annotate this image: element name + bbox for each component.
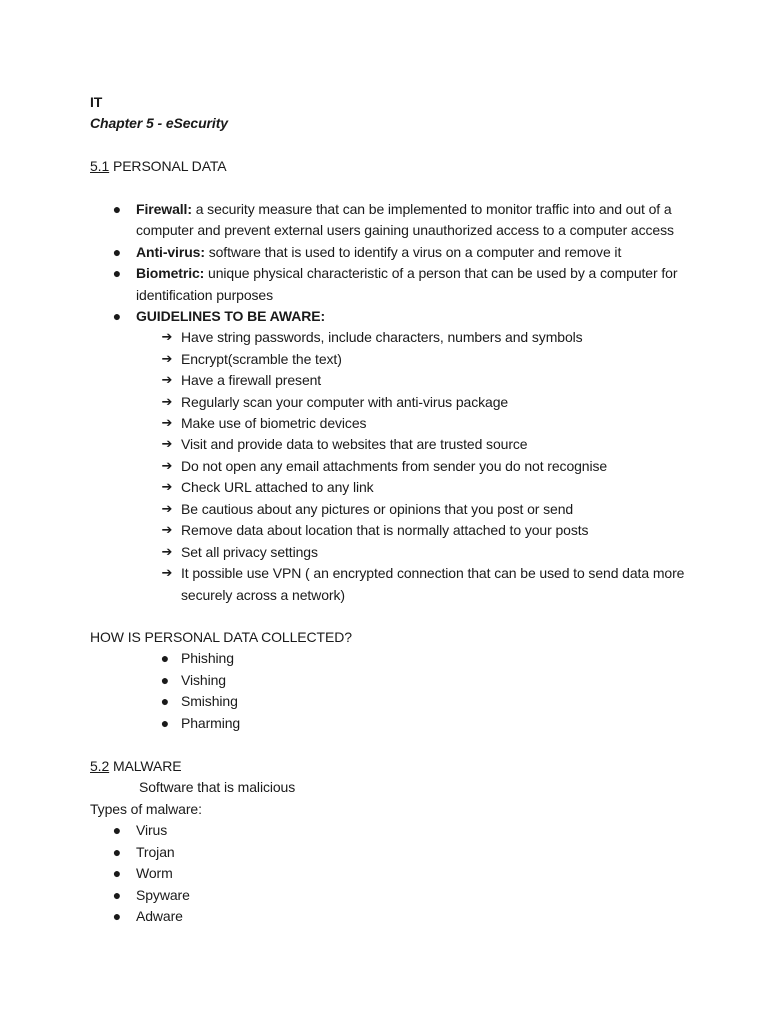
- arrow-icon: ➔: [161, 373, 173, 388]
- section-number: 5.2: [90, 758, 110, 774]
- guideline-item: It possible use VPN ( an encrypted connection that can be used to send data more: [181, 565, 685, 581]
- malware-description: Software that is malicious: [139, 779, 296, 795]
- collection-method: Vishing: [181, 672, 226, 688]
- definition-text-cont: identification purposes: [136, 287, 274, 303]
- arrow-icon: ➔: [161, 545, 173, 560]
- arrow-icon: ➔: [161, 395, 173, 410]
- malware-types-heading: Types of malware:: [90, 801, 202, 817]
- malware-type: Adware: [136, 908, 183, 924]
- guideline-item: Make use of biometric devices: [181, 415, 367, 431]
- definition-text: unique physical characteristic of a person that can be used by a computer for: [204, 265, 678, 281]
- chapter-title: Chapter 5 - eSecurity: [90, 115, 228, 131]
- definition-text-cont: computer and prevent external users gaining unauthorized access to a computer access: [136, 222, 674, 238]
- arrow-icon: ➔: [161, 502, 173, 517]
- malware-type: Spyware: [136, 887, 190, 903]
- definition-text: software that is used to identify a virus on a computer and remove it: [204, 244, 622, 260]
- arrow-icon: ➔: [161, 566, 173, 581]
- collection-method: Pharming: [181, 715, 241, 731]
- arrow-icon: ➔: [161, 480, 173, 495]
- guidelines-heading: GUIDELINES TO BE AWARE:: [136, 308, 326, 324]
- definition-term: Biometric:: [136, 265, 205, 281]
- guideline-item: Remove data about location that is normally attached to your posts: [181, 522, 589, 538]
- guideline-item: Do not open any email attachments from sender you do not recognise: [181, 458, 608, 474]
- arrow-icon: ➔: [161, 416, 173, 431]
- collected-heading: HOW IS PERSONAL DATA COLLECTED?: [90, 629, 352, 645]
- section-number: 5.1: [90, 158, 110, 174]
- guideline-item: Set all privacy settings: [181, 544, 318, 560]
- guideline-item-cont: securely across a network): [181, 587, 345, 603]
- definition-biometric: [136, 263, 677, 284]
- bullet-icon: ●: [112, 844, 122, 860]
- bullet-icon: ●: [112, 865, 122, 881]
- section-heading-5-2: [90, 756, 182, 777]
- malware-type: Worm: [136, 865, 173, 881]
- section-title: MALWARE: [109, 758, 182, 774]
- guideline-item: Visit and provide data to websites that are trusted source: [181, 436, 528, 452]
- bullet-icon: ●: [112, 244, 122, 260]
- arrow-icon: ➔: [161, 459, 173, 474]
- bullet-icon: ●: [160, 715, 170, 731]
- guideline-item: Encrypt(scramble the text): [181, 351, 342, 367]
- definition-firewall: [136, 199, 672, 220]
- guideline-item: Have string passwords, include characters, numbers and symbols: [181, 329, 583, 345]
- bullet-icon: ●: [112, 908, 122, 924]
- guideline-item: Have a firewall present: [181, 372, 322, 388]
- doc-subject: IT: [90, 94, 103, 110]
- arrow-icon: ➔: [161, 523, 173, 538]
- arrow-icon: ➔: [161, 352, 173, 367]
- bullet-icon: ●: [112, 265, 122, 281]
- arrow-icon: ➔: [161, 330, 173, 345]
- guideline-item: Check URL attached to any link: [181, 479, 374, 495]
- bullet-icon: ●: [112, 201, 122, 217]
- definition-antivirus: [136, 242, 621, 263]
- malware-type: Virus: [136, 822, 168, 838]
- section-title: PERSONAL DATA: [109, 158, 227, 174]
- bullet-icon: ●: [160, 672, 170, 688]
- collection-method: Phishing: [181, 650, 234, 666]
- definition-term: Firewall:: [136, 201, 192, 217]
- malware-type: Trojan: [136, 844, 175, 860]
- bullet-icon: ●: [160, 650, 170, 666]
- guideline-item: Be cautious about any pictures or opinions that you post or send: [181, 501, 574, 517]
- bullet-icon: ●: [112, 887, 122, 903]
- definition-term: Anti-virus:: [136, 244, 205, 260]
- definition-text: a security measure that can be implemented to monitor traffic into and out of a: [191, 201, 672, 217]
- collection-method: Smishing: [181, 693, 238, 709]
- bullet-icon: ●: [112, 822, 122, 838]
- arrow-icon: ➔: [161, 437, 173, 452]
- section-heading-5-1: [90, 156, 227, 177]
- guideline-item: Regularly scan your computer with anti-virus package: [181, 394, 509, 410]
- bullet-icon: ●: [112, 308, 122, 324]
- bullet-icon: ●: [160, 693, 170, 709]
